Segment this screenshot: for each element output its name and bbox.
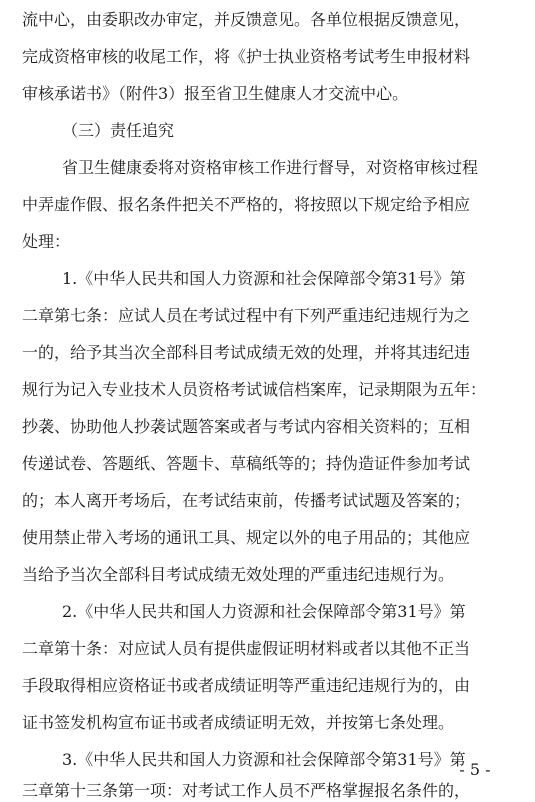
section-heading: （三）责任追究	[62, 121, 175, 140]
text-line: 传递试卷、答题纸、答题卡、草稿纸等的；持伪造证件参加考试	[22, 454, 471, 473]
text-line: 三章第十三条第一项：对考试工作人员不严格掌握报名条件的，	[22, 781, 471, 800]
text-line: 证书签发机构宣布证书或者成绩证明无效，并按第七条处理。	[22, 713, 455, 732]
text-line: 处理：	[22, 232, 71, 251]
text-line: 审核承诺书》（附件3）报至省卫生健康人才交流中心。	[22, 84, 409, 103]
text-line: 手段取得相应资格证书或者成绩证明等严重违纪违规行为的，由	[22, 676, 471, 695]
paragraph-start: 3.《中华人民共和国人力资源和社会保障部令第31号》第	[62, 750, 466, 769]
text-line: 二章第七条：应试人员在考试过程中有下列严重违纪违规行为之	[22, 306, 471, 325]
text-line: 规行为记入专业技术人员资格考试诚信档案库，记录期限为五年：	[22, 380, 487, 399]
text-line: 当给予当次全部科目考试成绩无效处理的严重违纪违规行为。	[22, 565, 455, 584]
text-line: 二章第十条：对应试人员有提供虚假证明材料或者以其他不正当	[22, 639, 471, 658]
paragraph-start: 省卫生健康委将对资格审核工作进行督导，对资格审核过程	[62, 158, 479, 177]
text-line: 流中心，由委职改办审定，并反馈意见。各单位根据反馈意见，	[22, 10, 471, 29]
text-line: 中弄虚作假、报名条件把关不严格的，将按照以下规定给予相应	[22, 195, 471, 214]
text-line: 的；本人离开考场后，在考试结束前，传播考试试题及答案的；	[22, 491, 471, 510]
page-number: - 5 -	[459, 760, 491, 779]
text-line: 抄袭、协助他人抄袭试题答案或者与考试内容相关资料的；互相	[22, 417, 471, 436]
text-line: 一的，给予其当次全部科目考试成绩无效的处理，并将其违纪违	[22, 343, 471, 362]
paragraph-start: 1.《中华人民共和国人力资源和社会保障部令第31号》第	[62, 269, 466, 288]
text-line: 完成资格审核的收尾工作，将《护士执业资格考试考生申报材料	[22, 47, 471, 66]
text-line: 使用禁止带入考场的通讯工具、规定以外的电子用品的；其他应	[22, 528, 471, 547]
paragraph-start: 2.《中华人民共和国人力资源和社会保障部令第31号》第	[62, 602, 466, 621]
